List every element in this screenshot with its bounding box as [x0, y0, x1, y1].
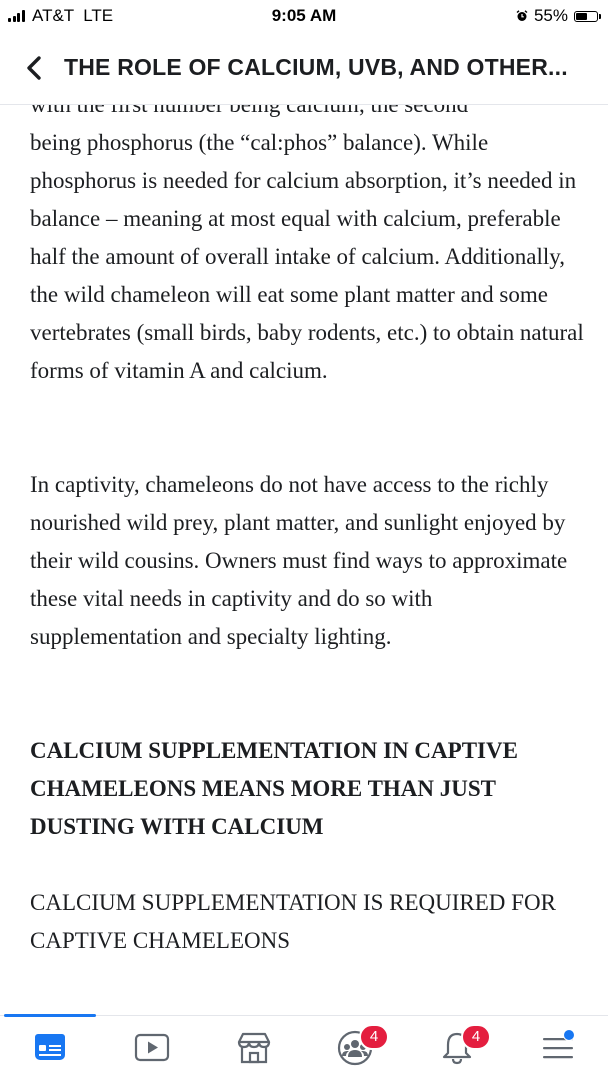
video-play-icon	[132, 1028, 172, 1068]
battery-icon	[574, 11, 598, 22]
status-bar	[0, 0, 608, 34]
clock: 9:05 AM	[271, 6, 337, 25]
menu-notification-dot	[563, 1029, 575, 1041]
battery-info	[516, 6, 598, 26]
section-subheading: CALCIUM SUPPLEMENTATION IS REQUIRED FOR CAPTIVE CHAMELEONS	[30, 890, 556, 953]
carrier-name: AT&T	[32, 6, 75, 25]
paragraph: being phosphorus (the “cal:phos” balance). While phosphorus is needed for calcium absorption, it’s needed in balance – meaning at most equal with calcium, preferable half the amount of overall intake of calcium. Additionally, the wild chameleon will eat some plant matter and some vertebrates (small birds, baby rodents, etc.) to obtain natural forms of vitamin A and calcium.	[30, 130, 584, 383]
network-type: LTE	[83, 6, 114, 25]
marketplace-icon	[234, 1028, 274, 1068]
notifications-badge: 4	[461, 1024, 491, 1050]
tab-news-feed[interactable]	[30, 1028, 70, 1068]
article-header	[0, 34, 608, 105]
groups-badge: 4	[359, 1024, 389, 1050]
active-tab-indicator	[4, 1014, 96, 1017]
battery-level	[576, 13, 587, 20]
tab-notifications[interactable]	[437, 1028, 481, 1068]
tab-groups[interactable]	[335, 1028, 379, 1068]
section-heading: CALCIUM SUPPLEMENTATION IN CAPTIVE CHAMELEONS MEANS MORE THAN JUST DUSTING WITH CALCIUM	[30, 738, 518, 839]
back-arrow-icon[interactable]	[22, 54, 48, 82]
article-title: THE ROLE OF CALCIUM, UVB, AND OTHER...	[64, 54, 568, 80]
tab-menu[interactable]	[538, 1028, 578, 1068]
article-body[interactable]	[0, 90, 608, 1015]
tab-watch[interactable]	[132, 1028, 172, 1068]
paragraph: In captivity, chameleons do not have access to the richly nourished wild prey, plant matter, and sunlight enjoyed by their wild cousins. Owners must find ways to approximate these vital needs in captivity and do so with supplementation and specialty lighting.	[30, 472, 568, 649]
alarm-icon	[516, 10, 528, 22]
bottom-tab-bar	[0, 1015, 608, 1081]
battery-percent: 55%	[533, 6, 568, 25]
news-feed-icon	[30, 1028, 70, 1068]
tab-marketplace[interactable]	[234, 1028, 274, 1068]
